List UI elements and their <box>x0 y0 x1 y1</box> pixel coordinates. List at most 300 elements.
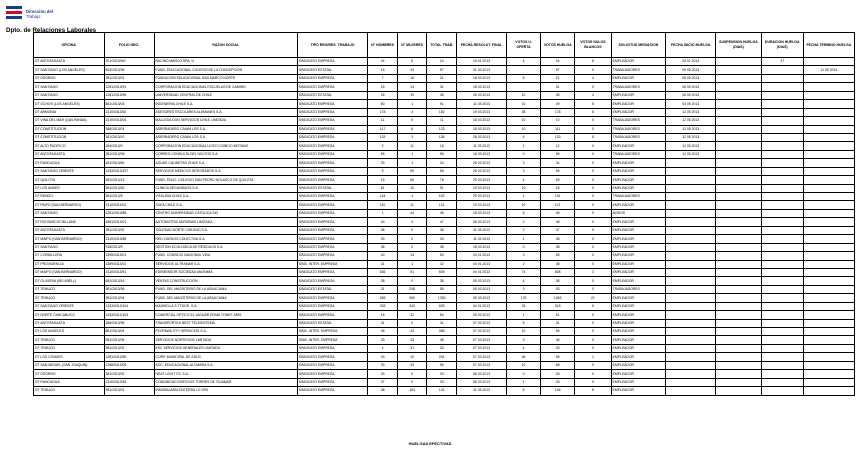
cell-11: TRABAJADORES <box>611 150 666 158</box>
cell-3: SINDICATO EMPRESA <box>297 344 368 352</box>
cell-15 <box>803 226 854 234</box>
cell-12 <box>666 243 716 251</box>
cell-15 <box>803 302 854 310</box>
cell-4: 31 <box>368 260 398 268</box>
cell-2: ESC SERVICIOS GENERALES LIMITADA <box>154 344 297 352</box>
cell-6: 56 <box>427 150 457 158</box>
col-fecha-inicio-huelga: FECHA INICIO HUELGA <box>666 33 716 58</box>
cell-7: 04 01 2013 <box>456 260 506 268</box>
cell-12 <box>666 209 716 217</box>
cell-10: 0 <box>575 243 611 251</box>
cell-3: SINDICATO EMPRESA <box>297 108 368 116</box>
cell-0: DT SANTIAGO ORIENTE <box>34 167 105 175</box>
cell-14 <box>761 91 803 99</box>
cell-1: 1333/0312/103 <box>104 311 154 319</box>
cell-2: FUND. CONSEJO NACIONAL VIDA <box>154 252 297 260</box>
cell-1: 581/2013/13 <box>104 176 154 184</box>
cell-0: DT ANTOFAGASTA <box>34 150 105 158</box>
cell-0: DT RENGO <box>34 193 105 201</box>
table-row <box>34 193 855 201</box>
cell-12: 06 05 2013 <box>666 66 716 74</box>
cell-12: 06 05 2013 <box>666 83 716 91</box>
cell-11: TRABAJADORES <box>611 193 666 201</box>
cell-3: SINDICATO EMPRESA <box>297 361 368 369</box>
cell-12: 06 05 2013 <box>666 91 716 99</box>
cell-5: 0 <box>397 243 427 251</box>
cell-12 <box>666 226 716 234</box>
cell-12 <box>666 285 716 293</box>
cell-10: 0 <box>575 311 611 319</box>
cell-8: 1 <box>507 235 541 243</box>
cell-4: 15 <box>368 66 398 74</box>
cell-13 <box>716 294 761 302</box>
cell-8: 4 <box>507 277 541 285</box>
cell-11: EMPLEADOR <box>611 344 666 352</box>
cell-5: 4 <box>397 218 427 226</box>
cell-7: 11 03 2013 <box>456 142 506 150</box>
logo-line-1: Dirección del <box>26 9 53 14</box>
cell-14 <box>761 218 803 226</box>
cell-13 <box>716 133 761 141</box>
cell-13 <box>716 268 761 276</box>
cell-13 <box>716 100 761 108</box>
cell-3: SINDICATO EMPRESA <box>297 193 368 201</box>
cell-10: 0 <box>575 176 611 184</box>
cell-5: 0 <box>397 235 427 243</box>
cell-2: SOLEDAD NORTE CHILENO S.A. <box>154 226 297 234</box>
cell-5: 13 <box>397 83 427 91</box>
table-row <box>34 133 855 141</box>
cell-9: 69 <box>541 176 575 184</box>
cell-3: SINDICATO EMPRESA <box>297 133 368 141</box>
cell-15: 11 05 2013 <box>803 66 854 74</box>
cell-8: 0 <box>507 370 541 378</box>
cell-5: 32 <box>397 311 427 319</box>
col-solicitud-mediacion: SOLICITUD MEDIACION <box>611 33 666 58</box>
cell-4: 65 <box>368 150 398 158</box>
cell-5: 8 <box>397 58 427 66</box>
cell-9: 18 <box>541 184 575 192</box>
cell-10: 0 <box>575 193 611 201</box>
cell-8: 1 <box>507 142 541 150</box>
cell-2: AGUAS CALINETAS CHILE S.A. <box>154 159 297 167</box>
cell-5: 43 <box>397 66 427 74</box>
cell-10: 0 <box>575 336 611 344</box>
table-row <box>34 361 855 369</box>
cell-8: 3 <box>507 159 541 167</box>
cell-4: 43 <box>368 353 398 361</box>
cell-6: 16 <box>427 142 457 150</box>
cell-6: 33 <box>427 370 457 378</box>
cell-6: 31 <box>427 83 457 91</box>
table-row <box>34 150 855 158</box>
cell-8: 4 <box>507 58 541 66</box>
cell-11: EMPLEADOR <box>611 277 666 285</box>
cell-11: AVISOS <box>611 209 666 217</box>
cell-3: SIND. INTER. EMPRESA <box>297 328 368 336</box>
cell-9: 38 <box>541 260 575 268</box>
cell-6: 34 <box>427 159 457 167</box>
cell-7: 05 03 2013 <box>456 311 506 319</box>
cell-10: 0 <box>575 218 611 226</box>
cell-3: SIND. INTER. EMPRESA <box>297 336 368 344</box>
cell-14 <box>761 285 803 293</box>
cell-10: 0 <box>575 378 611 386</box>
cell-4: 36 <box>368 226 398 234</box>
cell-5: 10 <box>397 184 427 192</box>
cell-3: SINDICATO EMPRESA <box>297 370 368 378</box>
cell-10: 0 <box>575 235 611 243</box>
cell-9: 31 <box>541 319 575 327</box>
logo-line-2: Trabajo <box>26 14 41 19</box>
cell-4: 15 <box>368 176 398 184</box>
col-tipo-registro: TIPO REG/RES. TRABAJO <box>297 33 368 58</box>
cell-2: SERVICIOS ULTRAMAR S.A. <box>154 260 297 268</box>
cell-15 <box>803 311 854 319</box>
cell-13 <box>716 209 761 217</box>
table-row <box>34 302 855 310</box>
cell-14 <box>761 83 803 91</box>
cell-2: SOFA CHILE S.A. <box>154 201 297 209</box>
cell-1: 481/2013/62 <box>104 159 154 167</box>
cell-10: 3 <box>575 268 611 276</box>
cell-10: 8 <box>575 133 611 141</box>
cell-0: DT SANTIAGO <box>34 209 105 217</box>
cell-3: SINDICATO EMPRESA <box>297 218 368 226</box>
cell-15 <box>803 260 854 268</box>
cell-1: 381/2013/01 <box>104 74 154 82</box>
cell-14 <box>761 226 803 234</box>
cell-7: 07 03 2013 <box>456 319 506 327</box>
cell-1: 981/2013/02 <box>104 344 154 352</box>
cell-9: 33 <box>541 344 575 352</box>
cell-6: 38 <box>427 243 457 251</box>
cell-15 <box>803 285 854 293</box>
table-row <box>34 209 855 217</box>
cell-3: SINDICATO EMPRESA <box>297 378 368 386</box>
cell-14 <box>761 133 803 141</box>
cell-1: 184/2013/0 <box>104 142 154 150</box>
cell-5: 51 <box>397 268 427 276</box>
cell-6: 121 <box>427 201 457 209</box>
table-row <box>34 378 855 386</box>
cell-10: 0 <box>575 201 611 209</box>
cell-1: 881/2013/03 <box>104 100 154 108</box>
cell-9: 12 <box>541 142 575 150</box>
cell-0: DT NORTE CHACABUCO <box>34 311 105 319</box>
cell-11: EMPLEADOR <box>611 218 666 226</box>
cell-6: 136 <box>427 133 457 141</box>
cell-2: SOC. EDUCACIONAL ALTAMIRA S.A. <box>154 361 297 369</box>
cell-6: 33 <box>427 235 457 243</box>
cell-7: 04 01 2013 <box>456 252 506 260</box>
cell-2: AUTOMOTRIZ AUROBIAS LIMITADA <box>154 218 297 226</box>
cell-0: DT PAIPO (SAN BERNARDO) <box>34 201 105 209</box>
cell-15 <box>803 167 854 175</box>
cell-11: TRABAJADORES <box>611 125 666 133</box>
cell-1: 1333/0312/104 <box>104 302 154 310</box>
table-row <box>34 353 855 361</box>
cell-15 <box>803 117 854 125</box>
cell-9: 51 <box>541 311 575 319</box>
cell-9: 46 <box>541 336 575 344</box>
cell-9: 56 <box>541 150 575 158</box>
cell-14 <box>761 125 803 133</box>
cell-14 <box>761 268 803 276</box>
cell-6: 53 <box>427 252 457 260</box>
cell-9: 55 <box>541 328 575 336</box>
cell-0: DT OLIVERIA (SELARELL) <box>34 277 105 285</box>
cell-6: 76 <box>427 176 457 184</box>
cell-3: SINDICATO EMPRESA <box>297 83 368 91</box>
cell-2: CORPORACION EDUCACIONAL ESCUELAS DE CAMINO <box>154 83 297 91</box>
cell-3: SINDICATO EMPRESA <box>297 209 368 217</box>
cell-13 <box>716 336 761 344</box>
cell-14 <box>761 243 803 251</box>
cell-6: 131 <box>427 387 457 395</box>
cell-4: 50 <box>368 100 398 108</box>
cell-4: 18 <box>368 311 398 319</box>
cell-9: 55 <box>541 252 575 260</box>
cell-4: 5 <box>368 167 398 175</box>
cell-13 <box>716 125 761 133</box>
cell-8: 4 <box>507 133 541 141</box>
cell-9: 21 <box>541 74 575 82</box>
cell-6: 152 <box>427 193 457 201</box>
cell-5: 11 <box>397 201 427 209</box>
cell-2: FUND. EDUCACIONAL COLEGIO DE LA CONCEPCION <box>154 66 297 74</box>
cell-12 <box>666 302 716 310</box>
cell-5: 163 <box>397 387 427 395</box>
col-oficina: OFICINA <box>34 33 105 58</box>
cell-3: SINDICATO EMPRESA <box>297 201 368 209</box>
cell-1: 381/2013/02 <box>104 226 154 234</box>
cell-12 <box>666 336 716 344</box>
cell-2: UNIVERSIDAD CENTRAL DE CHILE <box>154 91 297 99</box>
cell-10: 0 <box>575 319 611 327</box>
cell-14 <box>761 370 803 378</box>
cell-14 <box>761 142 803 150</box>
cell-5: 0 <box>397 226 427 234</box>
cell-0: DT LOS ANDES <box>34 184 105 192</box>
cell-15 <box>803 319 854 327</box>
table-row <box>34 294 855 302</box>
cell-13 <box>716 226 761 234</box>
cell-12 <box>666 344 716 352</box>
cell-7: 05 03 2013 <box>456 294 506 302</box>
cell-1: 1281/0312/80 <box>104 353 154 361</box>
col-votos-ultima-oferta: VOTOS U. OFERTA <box>507 33 541 58</box>
cell-6: 55 <box>427 285 457 293</box>
cell-10: 0 <box>575 142 611 150</box>
cell-15 <box>803 184 854 192</box>
cell-1: 1310/0313/51 <box>104 268 154 276</box>
cell-5: 343 <box>397 302 427 310</box>
cell-8: 10 <box>507 100 541 108</box>
cell-13 <box>716 108 761 116</box>
cell-4: 40 <box>368 252 398 260</box>
cell-0: DT TEMUCO <box>34 294 105 302</box>
cell-13 <box>716 159 761 167</box>
cell-13 <box>716 167 761 175</box>
cell-12 <box>666 277 716 285</box>
cell-7: 11 03 2013 <box>456 100 506 108</box>
cell-13 <box>716 378 761 386</box>
table-row <box>34 142 855 150</box>
cell-6: 123 <box>427 125 457 133</box>
col-votos-nulos: VOTOS NULOS BLANCOS <box>575 33 611 58</box>
cell-6: 24 <box>427 58 457 66</box>
cell-15 <box>803 159 854 167</box>
cell-10: 0 <box>575 167 611 175</box>
cell-14 <box>761 74 803 82</box>
cell-1: 186/0313/96 <box>104 319 154 327</box>
cell-10: 0 <box>575 344 611 352</box>
cell-5: 0 <box>397 277 427 285</box>
cell-2: RED CARGOS COLECTIVA S.A. <box>154 235 297 243</box>
cell-7: 08 03 2013 <box>456 378 506 386</box>
cell-6: 31 <box>427 319 457 327</box>
table-row <box>34 125 855 133</box>
cell-4: 43 <box>368 218 398 226</box>
cell-12: 12 05 2013 <box>666 117 716 125</box>
cell-9: 38 <box>541 235 575 243</box>
cell-5: 0 <box>397 370 427 378</box>
cell-7: 18 03 2013 <box>456 150 506 158</box>
cell-6: 633 <box>427 302 457 310</box>
cell-13 <box>716 344 761 352</box>
cell-6: 51 <box>427 100 457 108</box>
cell-9: 45 <box>541 209 575 217</box>
cell-9: 68 <box>541 361 575 369</box>
cell-8 <box>507 83 541 91</box>
cell-2: CORPORACION EDUCACIONAL LICEO CONEJO MOTANO <box>154 142 297 150</box>
table-row <box>34 159 855 167</box>
cell-15 <box>803 353 854 361</box>
cell-1: 1310/0313/04 <box>104 117 154 125</box>
cell-9: 178 <box>541 108 575 116</box>
cell-7: 18 03 2013 <box>456 117 506 125</box>
cell-14 <box>761 167 803 175</box>
cell-3: SINDICATO ESTATAL <box>297 319 368 327</box>
cell-4: 33 <box>368 370 398 378</box>
cell-1: 1310/0313/52 <box>104 108 154 116</box>
cell-2: ASERRADERO CAIAM LOS S.A. <box>154 133 297 141</box>
cell-11: EMPLEADOR <box>611 167 666 175</box>
cell-4: 33 <box>368 336 398 344</box>
cell-9: 121 <box>541 201 575 209</box>
cell-6: 45 <box>427 209 457 217</box>
cell-9: 133 <box>541 133 575 141</box>
cell-6: 91 <box>427 184 457 192</box>
cell-14 <box>761 159 803 167</box>
cell-6: 96 <box>427 361 457 369</box>
cell-3: SINDICATO EMPRESA <box>297 277 368 285</box>
cell-8: 1 <box>507 193 541 201</box>
cell-12 <box>666 218 716 226</box>
cell-10: 0 <box>575 159 611 167</box>
cell-14 <box>761 209 803 217</box>
cell-2: COMUNIDAD EDIFICIOS TORRES DE TAJAMAR <box>154 378 297 386</box>
col-mujeres: N° MUJERES <box>397 33 427 58</box>
cell-14 <box>761 176 803 184</box>
cell-14 <box>761 117 803 125</box>
cell-3: SINDICATO EMPRESA <box>297 125 368 133</box>
cell-0: DT MAIPO (SAN BERNARDO) <box>34 235 105 243</box>
cell-5: 31 <box>397 344 427 352</box>
cell-10: 0 <box>575 277 611 285</box>
cell-11: TRABAJADORES <box>611 285 666 293</box>
cell-0: DT PROVIDENCIA <box>34 260 105 268</box>
cell-7: 29 03 2013 <box>456 176 506 184</box>
cell-2: FEOFAWIL EYY SERVICIOS S.A. <box>154 328 297 336</box>
cell-5: 4 <box>397 108 427 116</box>
table-row <box>34 167 855 175</box>
cell-13 <box>716 184 761 192</box>
cell-1: 681/2013/16 <box>104 277 154 285</box>
cell-13 <box>716 260 761 268</box>
cell-2: VITALISIA CHILE S.A. <box>154 193 297 201</box>
cell-7: 18 03 2013 <box>456 125 506 133</box>
cell-4: 26 <box>368 91 398 99</box>
cell-4: 333 <box>368 302 398 310</box>
cell-0: DT ARMONIA <box>34 108 105 116</box>
cell-14 <box>761 328 803 336</box>
cell-5: 11 <box>397 142 427 150</box>
cell-13 <box>716 235 761 243</box>
cell-0: DT LOS ANGELES <box>34 328 105 336</box>
cell-9: 10 <box>541 117 575 125</box>
cell-15 <box>803 83 854 91</box>
institution-logo <box>6 4 53 24</box>
cell-15 <box>803 328 854 336</box>
cell-13 <box>716 91 761 99</box>
table-row <box>34 328 855 336</box>
cell-15 <box>803 201 854 209</box>
table-row <box>34 235 855 243</box>
cell-7: 28 03 2013 <box>456 91 506 99</box>
cell-12 <box>666 387 716 395</box>
cell-4: 2 <box>368 142 398 150</box>
cell-6: 088 <box>427 328 457 336</box>
cell-13 <box>716 74 761 82</box>
cell-11: TRABAJADORES <box>611 66 666 74</box>
footer-label: HUELGAS EFECTIVAS <box>408 441 452 446</box>
cell-5: 10 <box>397 353 427 361</box>
table-header-row <box>34 33 855 58</box>
cell-7: 28 03 2013 <box>456 218 506 226</box>
cell-6: 1353 <box>427 294 457 302</box>
cell-9: 1083 <box>541 294 575 302</box>
table-row <box>34 83 855 91</box>
cell-10: 6 <box>575 108 611 116</box>
cell-1: 1395/0313/01 <box>104 252 154 260</box>
cell-1: 981/2013/04 <box>104 294 154 302</box>
cell-15 <box>803 294 854 302</box>
cell-1: 881/2013/04 <box>104 328 154 336</box>
cell-1: 1310/0313/53 <box>104 378 154 386</box>
cell-4: 38 <box>368 387 398 395</box>
cell-2: HEAT LIGHT ITC S.A. <box>154 370 297 378</box>
col-duracion-huelga: DURACION HUELGA (DIAS) <box>761 33 803 58</box>
cell-0: DT SANTIAGO <box>34 91 105 99</box>
cell-0: DT ALTO PACIFICO <box>34 142 105 150</box>
cell-2: CLINICA SEGUNDAOS S.A. <box>154 184 297 192</box>
cell-15 <box>803 150 854 158</box>
cell-2: INGENIERIA CHILE S.A. <box>154 100 297 108</box>
cell-10: 5 <box>575 100 611 108</box>
cell-13 <box>716 66 761 74</box>
